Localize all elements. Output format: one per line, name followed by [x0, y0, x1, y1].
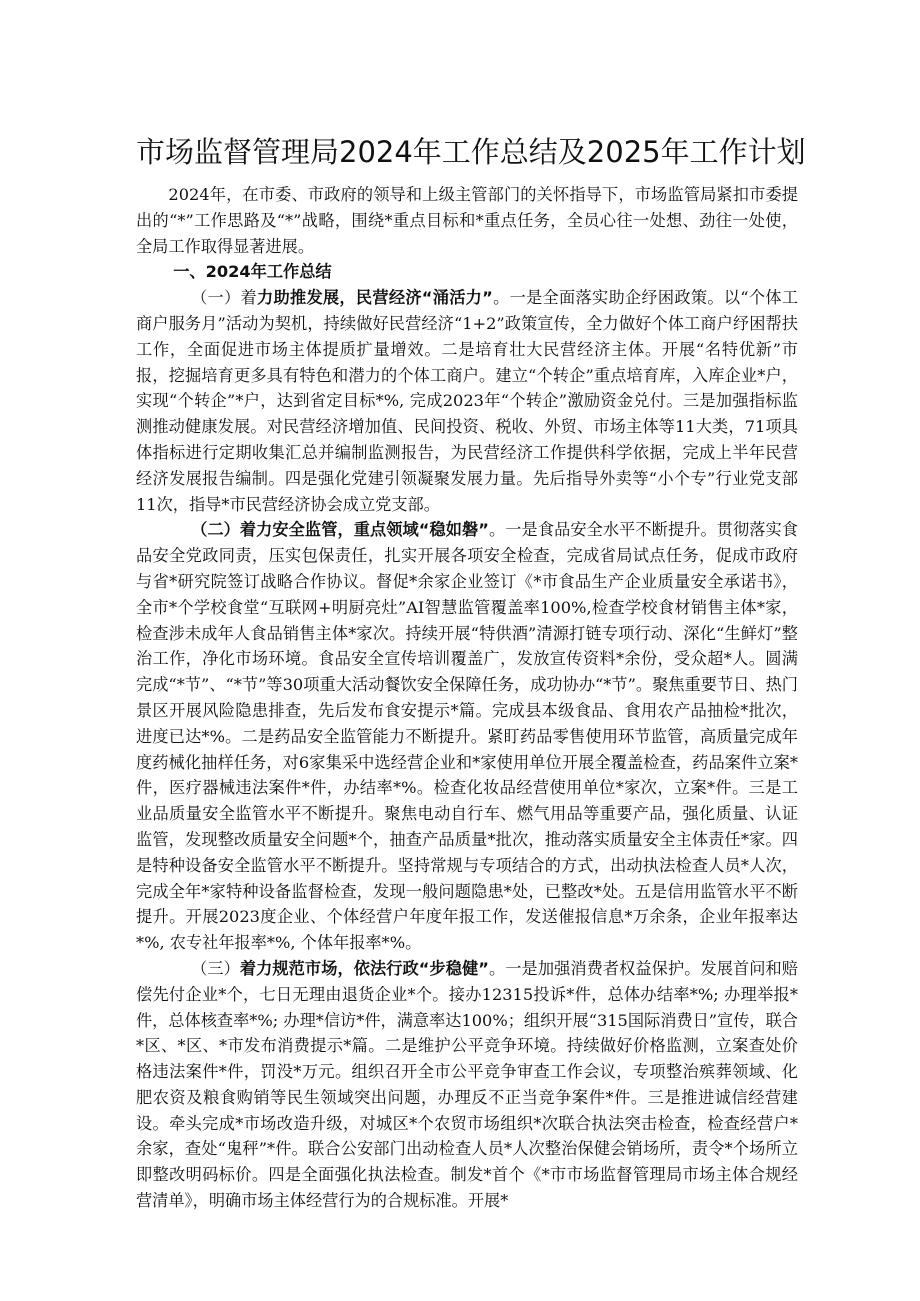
- item-3-text: 。一是加强消费者权益保护。发展首问和赔偿先付企业*个，七日无理由退货企业*个。接办12315投诉*件，总体办结率*%; 办理举报*件，总体核查率*%; 办理*信访*件，满意率达100%；组织开展“315国际消费日”宣传，联合*区、*区、*市发布消费提示*篇。二是维护公平竞争环境。持续做好价格监测，立案查处价格违法案件*件，罚没*万元。组织召开全市公平竞争审查工作会议，专项整治殡葬领域、化肥农资及粮食购销等民生领域突出问题，办理反不正当竞争案件*件。三是推进诚信经营建设。牵头完成*市场改造升级，对城区*个农贸市场组织*次联合执法突击检查，检查经营户*余家，查处“鬼秤”*件。联合公安部门出动检查人员*人次整治保健会销场所，责令*个场所立即整改明码标价。四是全面强化执法检查。制发*首个《*市市场监督管理局市场主体合规经营清单》，明确市场主体经营行为的合规标准。开展*: [136, 958, 798, 1211]
- item-1-prefix: （一）着: [191, 288, 257, 308]
- item-3-lead: 着力规范市场，依法行政“步稳健”: [239, 958, 489, 978]
- item-1-text: 。一是全面落实助企纾困政策。以“个体工商户服务月”活动为契机，持续做好民营经济“1+2”政策宣传，全力做好个体工商户纾困帮扶工作，全面促进市场主体提质扩量增效。二是培育壮大民营经济主体。开展“名特优新”市报，挖掘培育更多具有特色和潜力的个体工商户。建立“个转企”重点培育库，入库企业*户，实现“个转企”*户，达到省定目标*%, 完成2023年“个转企”激励资金兑付。三是加强指标监测推动健康发展。对民营经济增加值、民间投资、税收、外贸、市场主体等11大类，71项具体指标进行定期收集汇总并编制监测报告，为民营经济工作提供科学依据，完成上半年民营经济发展报告编制。四是强化党建引领凝聚发展力量。先后指导外卖等“小个专”行业党支部11次，指导*市民营经济协会成立党支部。: [136, 288, 799, 514]
- document-body: [136, 182, 798, 1214]
- intro-paragraph: 2024年，在市委、市政府的领导和上级主管部门的关怀指导下，市场监管局紧扣市委提出的“*”工作思路及“*”战略，围绕*重点目标和*重点任务，全员心往一处想、劲往一处使，全局工作取得显著进展。: [136, 185, 798, 256]
- paragraph-item-3: [136, 956, 798, 1214]
- item-1-lead: 力助推发展，民营经济“涌活力”: [257, 288, 493, 308]
- paragraph-item-2: [136, 517, 798, 956]
- item-3-prefix: （三）: [191, 958, 240, 978]
- item-2-text: 。一是食品安全水平不断提升。贯彻落实食品安全党政同责，压实包保责任，扎实开展各项安全检查，完成省局试点任务，促成市政府与省*研究院签订战略合作协议。督促*余家企业签订《*市食品生产企业质量安全承诺书》，全市*个学校食堂“互联网+明厨亮灶”AI智慧监管覆盖率100%,检查学校食材销售主体*家，检查涉未成年人食品销售主体*家次。持续开展“特供酒”清源打链专项行动、深化“生鲜灯”整治工作，净化市场环境。食品安全宣传培训覆盖广，发放宣传资料*余份，受众超*人。圆满完成“*节”、“*节”等30项重大活动餐饮安全保障任务，成功协办“*节”。聚焦重要节日、热门景区开展风险隐患排查，先后发布食安提示*篇。完成县本级食品、食用农产品抽检*批次，进度已达*%。二是药品安全监管能力不断提升。紧盯药品零售使用环节监管，高质量完成年度药械化抽样任务，对6家集采中选经营企业和*家使用单位开展全覆盖检查，药品案件立案*件，医疗器械违法案件*件，办结率*%。检查化妆品经营使用单位*家次，立案*件。三是工业品质量安全监管水平不断提升。聚焦电动自行车、燃气用品等重要产品，强化质量、认证监管，发现整改质量安全问题*个，抽查产品质量*批次，推动落实质量安全主体责任*家。四是特种设备安全监管水平不断提升。坚持常规与专项结合的方式，出动执法检查人员*人次，完成全年*家特种设备监督检查，发现一般问题隐患*处，已整改*处。五是信用监管水平不断提升。开展2023度企业、个体经营户年度年报工作，发送催报信息*万余条，企业年报率达*%, 农专社年报率*%, 个体年报率*%。: [136, 520, 798, 953]
- paragraph-item-1: [136, 285, 798, 517]
- item-2-lead: （二）着力安全监管，重点领域“稳如磐”: [191, 520, 489, 540]
- section-heading-2024-summary: 一、2024年工作总结: [173, 262, 332, 282]
- document-title: 市场监督管理局2024年工作总结及2025年工作计划: [136, 135, 806, 169]
